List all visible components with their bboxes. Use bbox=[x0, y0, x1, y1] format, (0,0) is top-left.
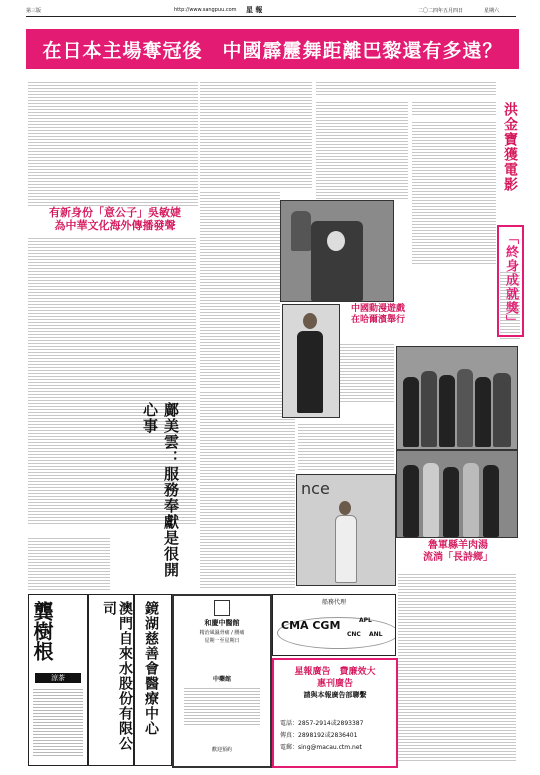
headline-lamb-soup bbox=[400, 540, 516, 564]
headline-sammo-hung: 洪金寶獲電影 bbox=[502, 102, 518, 192]
masthead: 星 報 bbox=[246, 5, 263, 14]
apl-logo: APL bbox=[359, 617, 372, 624]
clinic-line1: 精治風濕骨痛 / 腰痛 bbox=[199, 630, 245, 636]
chinese-clinic-ad[interactable] bbox=[172, 594, 272, 768]
classified-email[interactable]: 電郵：sing@macau.ctm.net bbox=[280, 744, 362, 751]
classified-fax: 傳真：2898192或2836401 bbox=[280, 732, 358, 739]
headline-line: 為中華文化海外傳播發聲 bbox=[54, 219, 176, 232]
clinic-line2: 星期一至星期日 bbox=[204, 638, 240, 644]
group-photo-1 bbox=[396, 346, 518, 450]
backdrop-text: nce bbox=[301, 479, 330, 498]
shipping-title: 船務代理 bbox=[321, 599, 346, 606]
water-company-name: 澳門自來水股份有限公司 bbox=[101, 601, 133, 751]
group-photo-2 bbox=[396, 450, 518, 538]
medical-center-ad[interactable] bbox=[134, 594, 172, 766]
speaker-stage-photo bbox=[296, 474, 396, 586]
shipping-agent-ad[interactable] bbox=[272, 594, 396, 656]
article-body-text bbox=[316, 80, 496, 97]
issue-date: 二〇二四年五月四日 bbox=[418, 8, 464, 14]
classified-phone: 電話：2857-2914或2893387 bbox=[280, 720, 364, 727]
herbal-tea-ad[interactable] bbox=[28, 594, 88, 766]
headline-kuang-meiyun: 鄺美雲：服務奉獻是很開心事 bbox=[141, 402, 180, 578]
headline-line: 有新身份「意公子」吳敏婕 bbox=[49, 206, 181, 219]
clinic-footer: 歡迎預約 bbox=[211, 747, 232, 753]
award-callout-box: 「終身成就獎」 bbox=[497, 225, 524, 337]
article-body-text bbox=[200, 390, 295, 590]
article-body-text bbox=[28, 536, 110, 592]
article-body-text bbox=[298, 422, 394, 472]
front-banner bbox=[26, 29, 519, 69]
classified-line3: 請與本報廣告部聯繫 bbox=[303, 690, 367, 699]
classified-line2: 惠刊廣告 bbox=[316, 679, 353, 689]
article-body-text bbox=[28, 80, 198, 206]
cma-cgm-logo: CMA CGM bbox=[281, 619, 341, 632]
man-in-suit-photo bbox=[282, 304, 340, 418]
article-body-text bbox=[412, 120, 496, 265]
article-body-text bbox=[398, 572, 516, 762]
article-body-text bbox=[316, 100, 408, 200]
headline-anime-expo bbox=[340, 304, 416, 326]
article-body-text bbox=[200, 190, 280, 390]
cnc-logo: CNC bbox=[347, 631, 361, 638]
headline-line: 魯軍縣羊肉湯 bbox=[428, 540, 488, 551]
article-body-text bbox=[200, 80, 312, 190]
herbal-sub: 涼茶 bbox=[35, 673, 81, 683]
weekday: 星期六 bbox=[484, 8, 500, 14]
page-header bbox=[26, 6, 516, 17]
classified-ads-box[interactable] bbox=[272, 658, 398, 768]
clinic-title: 和慶中醫館 bbox=[204, 618, 240, 627]
headline-line: 中國動漫遊戲 bbox=[350, 304, 405, 314]
headline-line: 在哈爾濱舉行 bbox=[350, 315, 405, 325]
herbal-brand: 龔樹根 bbox=[30, 601, 54, 661]
article-body-text bbox=[412, 100, 496, 115]
headline-wu-minjie bbox=[30, 206, 200, 232]
clinic-line3: 中藥館 bbox=[212, 676, 231, 683]
clinic-logo-icon bbox=[214, 600, 230, 616]
opera-performer-photo bbox=[280, 200, 394, 302]
banner-headline: 在日本主場奪冠後 中國霹靂舞距離巴黎還有多遠？ bbox=[42, 39, 503, 62]
classified-line1: 星報廣告 費廉效大 bbox=[294, 667, 376, 677]
water-company-ad[interactable] bbox=[88, 594, 134, 766]
site-url[interactable]: http://www.sangpuu.com bbox=[174, 7, 237, 13]
page-number: 第三版 bbox=[26, 8, 42, 14]
anl-logo: ANL bbox=[369, 631, 383, 638]
medical-center-name: 鏡湖慈善會醫療中心 bbox=[143, 601, 159, 736]
headline-line: 流淌「長詩鄉」 bbox=[423, 552, 493, 563]
